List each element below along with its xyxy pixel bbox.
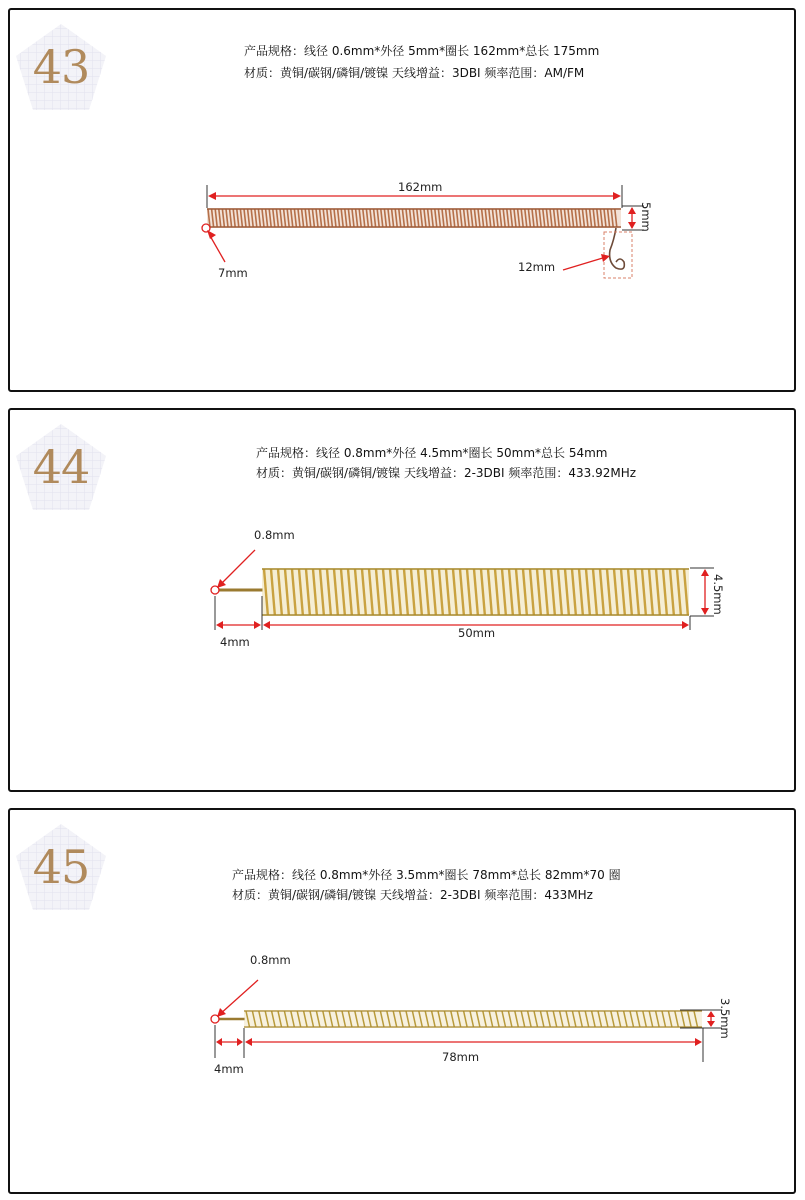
tail-label: 12mm [518,260,556,274]
panel-number: 45 [32,840,90,894]
end-label: 7mm [218,266,248,280]
spec-line: 产品规格：线径 0.6mm*外径 5mm*圈长 162mm*总长 175mm [244,44,600,58]
lead-label: 4mm [220,635,250,649]
antenna-drawing [10,810,794,1194]
coil-spring [207,208,621,228]
coil-spring [262,568,689,616]
diameter-label: 3.5mm [718,998,732,1039]
panel-number: 43 [32,40,90,94]
diameter-label: 4.5mm [711,574,725,615]
tail-hook [610,228,625,269]
material-line: 材质：黄铜/碳钢/磷铜/镀镍 天线增益：2-3DBI 频率范围：433.92MHz [256,466,637,480]
product-panel-43 [8,8,796,392]
material-line: 材质：黄铜/碳钢/磷铜/镀镍 天线增益：3DBI 频率范围：AM/FM [244,66,585,80]
diameter-label: 5mm [639,202,653,232]
material-line: 材质：黄铜/碳钢/磷铜/镀镍 天线增益：2-3DBI 频率范围：433MHz [232,888,593,902]
panel-number: 44 [32,440,90,494]
antenna-drawing [10,410,794,790]
antenna-drawing [10,10,794,390]
product-panel-45 [8,808,796,1194]
length-label: 78mm [442,1050,480,1064]
spec-line: 产品规格：线径 0.8mm*外径 3.5mm*圈长 78mm*总长 82mm*70 圈 [232,868,621,882]
length-label: 50mm [458,626,496,640]
end-marker [202,224,210,232]
wire-label: 0.8mm [250,953,291,967]
lead-label: 4mm [214,1062,244,1076]
wire-label: 0.8mm [254,528,295,542]
spec-line: 产品规格：线径 0.8mm*外径 4.5mm*圈长 50mm*总长 54mm [256,446,608,460]
tail-highlight-box [604,232,632,278]
length-label: 162mm [398,180,443,194]
product-panel-44 [8,408,796,792]
coil-spring [244,1010,702,1028]
